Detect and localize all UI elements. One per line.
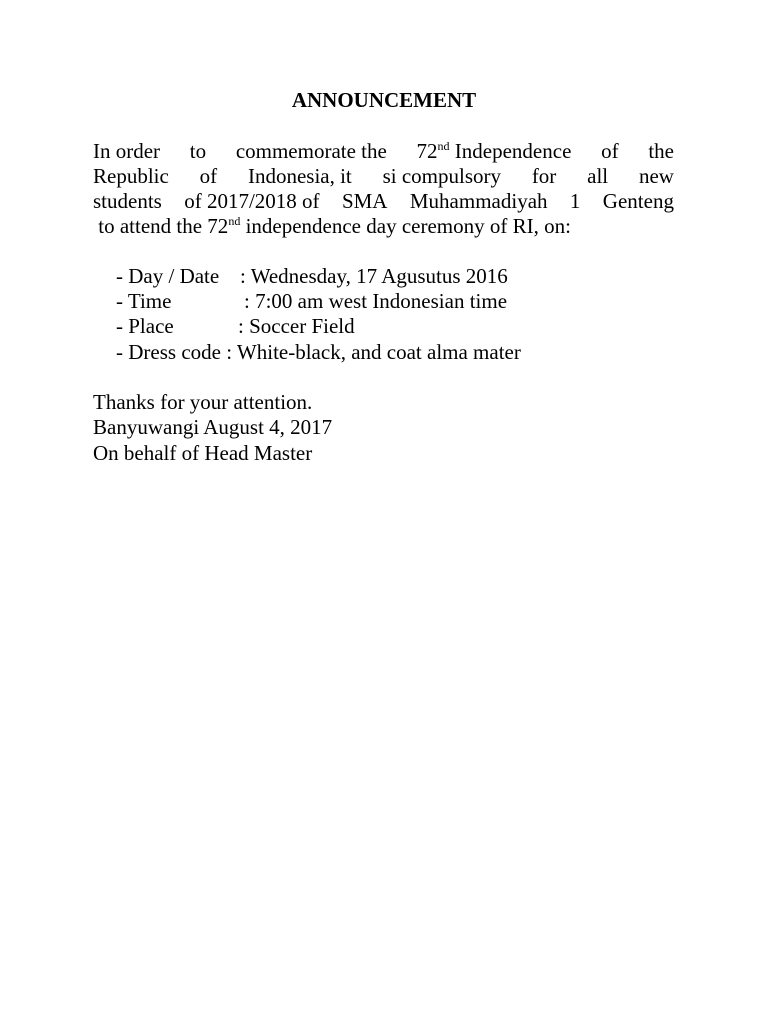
- paragraph-word: of 2017/2018 of: [184, 189, 320, 213]
- ordinal-suffix: nd: [228, 214, 241, 228]
- paragraph-word: of: [199, 164, 218, 188]
- paragraph-word: for: [531, 164, 557, 188]
- paragraph-line-3: [93, 188, 674, 214]
- paragraph-word: Independence: [454, 139, 572, 163]
- closing-signature: On behalf of Head Master: [93, 441, 313, 465]
- detail-label: - Place: [116, 314, 174, 338]
- detail-value: : Wednesday, 17 Agusutus 2016: [240, 264, 508, 288]
- closing-thanks: Thanks for your attention.: [93, 390, 313, 414]
- detail-time: [116, 288, 507, 314]
- detail-label: - Time: [116, 289, 172, 313]
- detail-label: - Dress code: [116, 340, 221, 364]
- paragraph-word: students: [93, 189, 162, 213]
- paragraph-word: the: [648, 139, 674, 163]
- paragraph-line-4: [93, 213, 674, 239]
- paragraph-word: to: [189, 139, 207, 163]
- paragraph-line-1: [93, 138, 674, 164]
- paragraph-text: to attend the 72: [93, 214, 229, 238]
- paragraph-text: independence day ceremony of RI, on:: [240, 214, 571, 238]
- paragraph-word: commemorate the: [235, 139, 387, 163]
- paragraph-word: si compulsory: [382, 164, 501, 188]
- closing-place-date: Banyuwangi August 4, 2017: [93, 415, 333, 439]
- detail-value: : White-black, and coat alma mater: [226, 340, 521, 364]
- ordinal-number: 72: [416, 139, 438, 163]
- paragraph-word: of: [601, 139, 619, 163]
- paragraph-word: new: [638, 164, 674, 188]
- paragraph-word: Republic: [93, 164, 169, 188]
- detail-label: - Day / Date: [116, 264, 220, 288]
- paragraph-word: 1: [569, 189, 581, 213]
- paragraph-word: Genteng: [602, 189, 674, 213]
- detail-day-date: [116, 263, 508, 289]
- detail-value: : Soccer Field: [238, 314, 355, 338]
- detail-place: [116, 313, 355, 339]
- paragraph-word-ordinal: [417, 138, 572, 164]
- detail-value: : 7:00 am west Indonesian time: [244, 289, 508, 313]
- paragraph-word: Muhammadiyah: [409, 189, 548, 213]
- paragraph-word: In order: [93, 139, 161, 163]
- paragraph-word: SMA: [341, 189, 388, 213]
- paragraph-line-2: [93, 163, 674, 189]
- document-title: ANNOUNCEMENT: [291, 88, 477, 112]
- detail-dress-code: [116, 339, 521, 365]
- paragraph-word: Indonesia, it: [247, 164, 352, 188]
- paragraph-word: all: [587, 164, 609, 188]
- ordinal-suffix: nd: [437, 139, 450, 153]
